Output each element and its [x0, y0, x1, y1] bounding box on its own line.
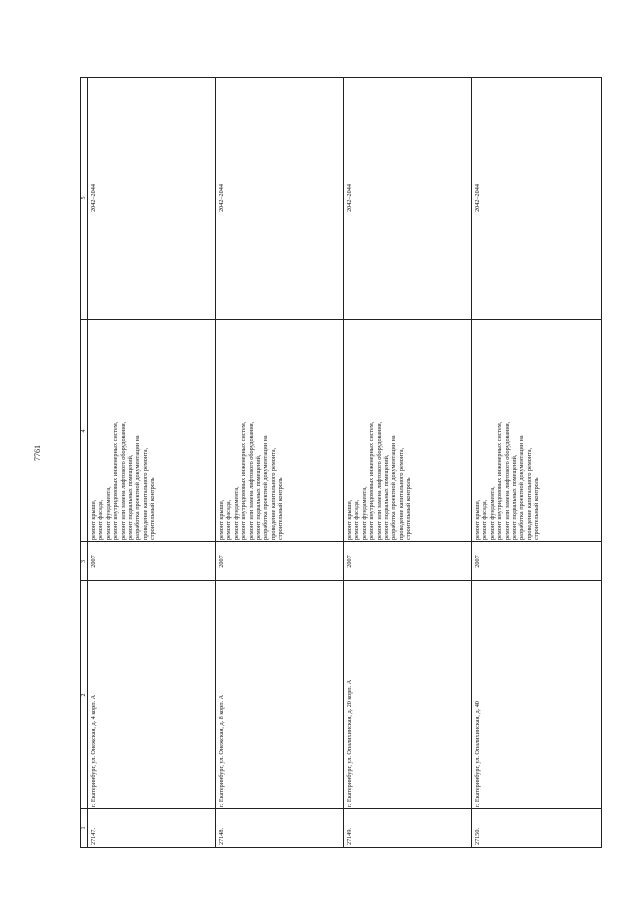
work-item: ремонт подвальных помещений, — [127, 454, 135, 540]
works-cell — [88, 320, 215, 542]
year-cell: 2007 — [474, 555, 481, 568]
work-item: ремонт внутридомовых инженерных систем, — [368, 421, 376, 540]
work-item: проведение капитального ремонта, — [269, 447, 277, 540]
works-cell — [344, 320, 471, 542]
table-row — [344, 77, 472, 848]
work-item: строительный контроль — [533, 477, 541, 540]
header-col-1: 1 — [81, 826, 87, 830]
work-item: ремонт фасада, — [353, 499, 361, 540]
works-cell — [472, 320, 601, 542]
column-divider — [88, 541, 215, 542]
column-divider — [88, 319, 215, 320]
work-item: ремонт фасада, — [481, 499, 489, 540]
work-item: ремонт или замена лифтового оборудования, — [119, 421, 127, 540]
address-cell: г. Екатеринбург, ул. Опалихинская, д. 20 корп. А — [346, 679, 353, 807]
year-cell: 2007 — [90, 555, 97, 568]
work-item: проведение капитального ремонта, — [525, 447, 533, 540]
row-number: 27147. — [90, 827, 97, 845]
year-cell: 2007 — [218, 555, 225, 568]
page-number: 7761 — [33, 445, 42, 461]
table-row — [88, 77, 216, 848]
period-cell: 2042–2044 — [474, 184, 481, 212]
column-divider — [344, 319, 471, 320]
row-number: 27150. — [474, 827, 481, 845]
column-divider — [472, 580, 601, 581]
column-divider — [344, 808, 471, 809]
work-item: ремонт фундамента, — [232, 486, 240, 540]
address-cell: г. Екатеринбург, ул. Онежская, д. 4 корп. А — [90, 694, 97, 807]
period-cell: 2042–2044 — [218, 184, 225, 212]
column-divider — [88, 580, 215, 581]
column-divider — [472, 541, 601, 542]
work-item: разработка проектной документации на — [134, 435, 142, 540]
table-header-row — [80, 77, 88, 848]
column-divider — [216, 808, 343, 809]
address-cell: г. Екатеринбург, ул. Онежская, д. 8 корп. А — [218, 694, 225, 807]
work-item: ремонт или замена лифтового оборудования, — [375, 421, 383, 540]
work-item: ремонт фундамента, — [104, 486, 112, 540]
work-item: ремонт фундамента, — [360, 486, 368, 540]
work-item: ремонт внутридомовых инженерных систем, — [240, 421, 248, 540]
work-item: ремонт подвальных помещений, — [511, 454, 519, 540]
work-item: ремонт крыши, — [474, 499, 481, 540]
work-item: строительный контроль — [405, 477, 413, 540]
column-divider — [472, 319, 601, 320]
work-item: ремонт подвальных помещений, — [383, 454, 391, 540]
work-item: ремонт крыши, — [346, 499, 353, 540]
work-item: строительный контроль — [277, 477, 285, 540]
period-cell: 2042–2044 — [346, 184, 353, 212]
column-divider — [81, 319, 87, 320]
header-col-3: 3 — [81, 560, 87, 563]
work-item: ремонт внутридомовых инженерных систем, — [496, 421, 504, 540]
header-col-2: 2 — [81, 693, 87, 697]
work-item: ремонт подвальных помещений, — [255, 454, 263, 540]
column-divider — [81, 580, 87, 581]
work-item: ремонт фасада, — [225, 499, 233, 540]
works-cell — [216, 320, 343, 542]
header-col-4: 4 — [81, 429, 87, 433]
row-number: 27148. — [218, 827, 225, 845]
column-divider — [81, 808, 87, 809]
column-divider — [344, 541, 471, 542]
work-item: ремонт крыши, — [90, 499, 97, 540]
column-divider — [472, 808, 601, 809]
table-row — [216, 77, 344, 848]
column-divider — [81, 541, 87, 542]
work-item: ремонт или замена лифтового оборудования, — [247, 421, 255, 540]
work-item: строительный контроль — [149, 477, 157, 540]
work-item: ремонт фундамента, — [488, 486, 496, 540]
period-cell: 2042–2044 — [90, 184, 97, 212]
work-item: разработка проектной документации на — [518, 435, 526, 540]
column-divider — [216, 541, 343, 542]
work-item: ремонт фасада, — [97, 499, 105, 540]
work-item: ремонт внутридомовых инженерных систем, — [112, 421, 120, 540]
repair-schedule-table — [80, 77, 602, 848]
work-item: ремонт или замена лифтового оборудования, — [503, 421, 511, 540]
column-divider — [344, 580, 471, 581]
column-divider — [88, 808, 215, 809]
year-cell: 2007 — [346, 555, 353, 568]
row-number: 27149. — [346, 827, 353, 845]
work-item: разработка проектной документации на — [262, 435, 270, 540]
table-row — [472, 77, 602, 848]
column-divider — [216, 580, 343, 581]
table-frame — [80, 77, 602, 848]
work-item: разработка проектной документации на — [390, 435, 398, 540]
address-cell: г. Екатеринбург, ул. Опалихинская, д. 40 — [474, 701, 481, 807]
work-item: проведение капитального ремонта, — [141, 447, 149, 540]
header-col-5: 5 — [81, 196, 87, 200]
work-item: проведение капитального ремонта, — [397, 447, 405, 540]
work-item: ремонт крыши, — [218, 499, 225, 540]
column-divider — [216, 319, 343, 320]
